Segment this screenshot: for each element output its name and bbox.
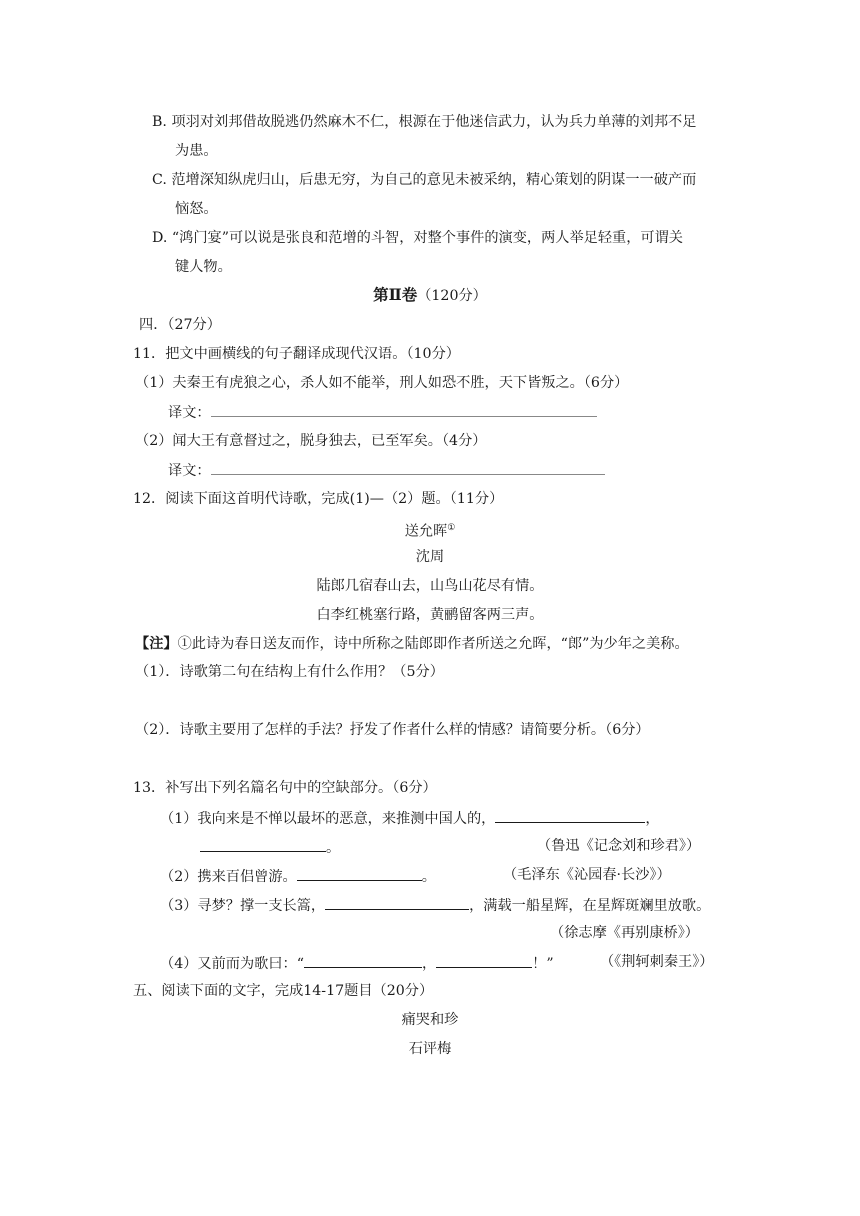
q11-answer1-label: 译文： [168,405,211,421]
option-c-line1: C. 范增深知纵虎归山，后患无穷，为自己的意见未被采纳，精心策划的阴谋一一破产而 [152,172,697,188]
q11-answer1-row [168,402,597,423]
poem-title: 送允晖 [404,523,448,540]
option-d-line2: 键人物。 [175,259,232,275]
q13-blank3[interactable] [297,865,422,881]
poem-line1: 陆郎几宿春山去，山鸟山花尽有情。 [316,578,544,594]
q13-item2-source: （毛泽东《沁园春·长沙》） [503,867,671,883]
q13-item2-text: （2）携来百侣曾游。 [160,869,297,885]
q13-item1 [160,807,660,829]
volume-score: （120分） [417,288,487,304]
option-d-line1: D. “鸿门宴”可以说是张良和范增的斗智，对整个事件的演变，两人举足轻重，可谓关 [152,230,683,246]
q13-item1-comma: ， [645,811,660,827]
q11-sub2: （2）闻大王有意督过之，脱身独去，已至军矣。（4分） [135,433,487,449]
q13-item1-period: 。 [326,840,341,856]
volume-title-text: 第Ⅱ卷 [373,285,418,304]
q13-item3 [160,894,710,916]
q13-item4-end: ！” [532,956,554,972]
note-text: ①此诗为春日送友而作，诗中所称之陆郎即作者所送之允晖，“郎”为少年之美称。 [177,636,689,652]
q13-blank6[interactable] [436,952,532,968]
q12-sub2: （2）．诗歌主要用了怎样的手法？抒发了作者什么样的情感？请简要分析。（6分） [135,722,650,738]
q12-stem: 12．阅读下面这首明代诗歌，完成(1)—（2）题。（11分） [133,491,504,507]
q13-blank4[interactable] [325,894,469,910]
poem-note [135,634,689,654]
section5-heading: 五、阅读下面的文字，完成14-17题目（20分） [133,983,434,999]
q13-item3-source: （徐志摩《再别康桥》） [550,925,699,941]
note-tag: 【注】 [135,636,178,652]
q12-sub1: （1）．诗歌第二句在结构上有什么作用？（5分） [135,664,444,680]
q13-item2 [160,865,436,887]
q13-item2-period: 。 [421,869,436,885]
poem-title-row [0,518,860,542]
q13-item4-comma: ， [421,956,437,972]
volume-title [0,285,860,306]
article-title: 痛哭和珍 [401,1012,459,1028]
q13-item4-text: （4）又前而为歌曰：“ [160,956,304,972]
q11-answer2-label: 译文： [168,463,211,479]
q13-item1-text: （1）我向来是不惮以最坏的恶意，来推测中国人的， [160,811,496,827]
q13-item1-cont [200,836,340,858]
option-c-line2: 恼怒。 [175,201,218,217]
poem-line2: 白李红桃塞行路，黄鹂留客两三声。 [316,607,544,623]
article-author: 石评梅 [408,1041,452,1057]
q13-blank5[interactable] [304,952,422,968]
q11-answer2-row [168,460,605,481]
q13-item1-source: （鲁迅《记念刘和珍君》） [537,838,701,854]
q13-item3-rest: ，满载一船星辉，在星辉斑斓里放歌。 [469,898,711,914]
footnote-mark: ① [447,523,456,533]
q13-blank1[interactable] [495,807,645,823]
q13-item4 [160,952,554,974]
option-b-line2: 为患。 [175,143,218,159]
poem-author: 沈周 [415,549,445,565]
q11-answer2-line[interactable] [211,460,605,475]
section4-heading: 四．（27分） [139,317,221,333]
q11-stem: 11．把文中画横线的句子翻译成现代汉语。（10分） [133,346,460,362]
q13-blank2[interactable] [200,836,326,852]
q11-answer1-line[interactable] [211,402,597,417]
q11-sub1: （1）夫秦王有虎狼之心，杀人如不能举，刑人如恐不胜，天下皆叛之。（6分） [135,375,629,391]
q13-item3-text: （3）寻梦？撑一支长篙， [160,898,326,914]
q13-item4-source: （《荆轲刺秦王》） [600,954,714,970]
option-b-line1: B. 项羽对刘邦借故脱逃仍然麻木不仁，根源在于他迷信武力，认为兵力单薄的刘邦不足 [152,114,697,130]
q13-stem: 13．补写出下列名篇名句中的空缺部分。（6分） [133,780,437,796]
